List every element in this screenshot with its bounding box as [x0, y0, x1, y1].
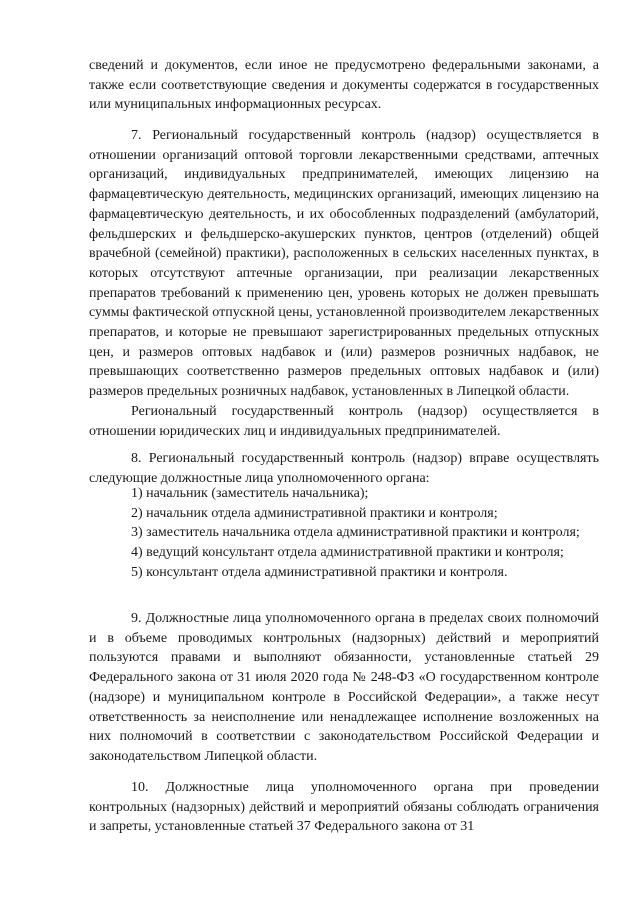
- list-item: 2) начальник отдела административной практики и контроля;: [131, 505, 498, 521]
- paragraph-text: 7. Региональный государственный контроль (надзор) осуществляется в отношении организаций оптовой торговли лекарственными средствами, аптечных организаций, индивидуальных предпринимателей, имеющих лицензию на фармацевтическую деятельность, медицинских организаций, имеющих лицензию на фармацевтическую деятельность, и их обособленных подразделений (амбулаторий, фельдшерских и фельдшерско-акушерских пунктов, центров (отделений) общей врачебной (семейной) практики), расположенных в сельских населенных пунктах, в которых отсутствуют аптечные организации, при реализации лекарственных препаратов требований к применению цен, уровень которых не должен превышать суммы фактической отпускной цены, установленной производителем лекарственных препаратов, и которые не превышают зарегистрированных предельных отпускных цен, и размеров оптовых надбавок и (или) размеров розничных надбавок, не превышающих соответственно размеров предельных оптовых надбавок и (или) размеров предельных розничных надбавок, установленных в Липецкой области.: [89, 128, 599, 400]
- paragraph-item-10: [89, 778, 599, 837]
- paragraph-item-9: [89, 609, 599, 767]
- paragraph-text: 10. Должностные лица уполномоченного органа при проведении контрольных (надзорных) действий и мероприятий обязаны соблюдать ограничения и запреты, установленные статьей 37 Федерального закона от 31: [89, 780, 599, 835]
- paragraph-text: 9. Должностные лица уполномоченного органа в пределах своих полномочий и в объеме проводимых контрольных (надзорных) действий и мероприятий пользуются правами и выполняют обязанности, установленные статьей 29 Федерального закона от 31 июля 2020 года № 248-ФЗ «О государственном контроле (надзоре) и муниципальном контроле в Российской Федерации», а также несут ответственность за неисполнение или ненадлежащее исполнение возложенных на них полномочий в соответствии с законодательством Российской Федерации и законодательством Липецкой области.: [89, 611, 599, 764]
- paragraph-text: Региональный государственный контроль (надзор) осуществляется в отношении юридических лиц и индивидуальных предпринимателей.: [89, 404, 599, 439]
- paragraph-continuation: [89, 56, 599, 115]
- paragraph-item-8: [89, 449, 599, 488]
- list-item: 1) начальник (заместитель начальника);: [131, 486, 369, 501]
- paragraph-text: 8. Региональный государственный контроль (надзор) вправе осуществлять следующие должностные лица уполномоченного органа:: [89, 451, 599, 486]
- paragraph-item-7: [89, 126, 599, 402]
- list-item: 5) консультант отдела административной практики и контроля.: [131, 564, 508, 580]
- list-item: 3) заместитель начальника отдела административной практики и контроля;: [131, 525, 580, 541]
- paragraph-text: сведений и документов, если иное не предусмотрено федеральными законами, а также если соответствующие сведения и документы содержатся в государственных или муниципальных информационных ресурсах.: [89, 58, 599, 113]
- paragraph-control-subjects: [89, 402, 599, 441]
- list-item: 4) ведущий консультант отдела административной практики и контроля;: [131, 545, 564, 561]
- list-officials: [89, 484, 599, 583]
